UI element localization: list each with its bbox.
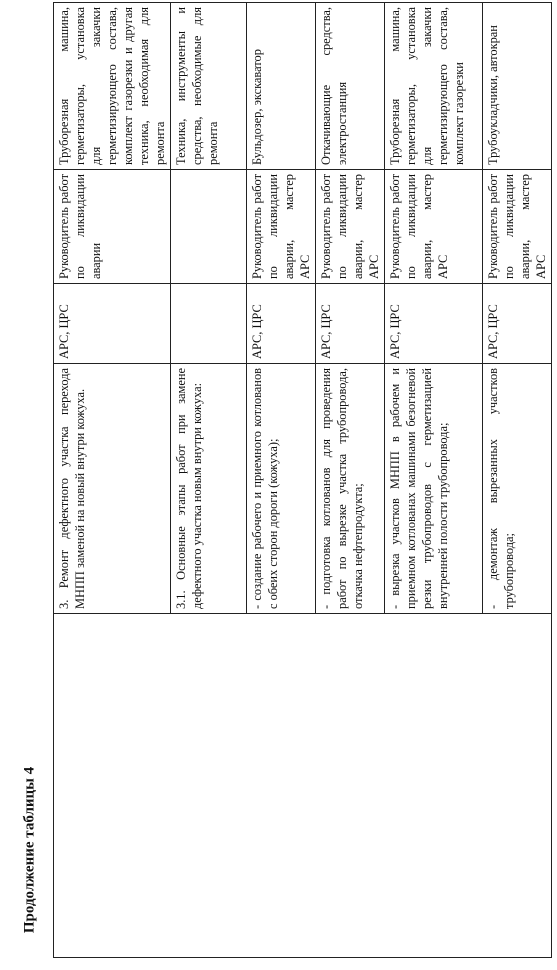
manager-cell: Руководитель работ по ликвидации аварии (54, 170, 171, 284)
manager-cell: Руководитель работ по ликвидации аварии, мастер АРС (247, 170, 316, 284)
equipment-cell: Труборезная машина, герметизаторы, установка для закачки герметизирующего состава, комплект газорезки и другая техника, необходимая для ремонта (54, 3, 171, 170)
manager-cell: Руководитель работ по ликвидации аварии, мастер АРС (385, 170, 483, 284)
performers-cell: АРС, ЦРС (54, 284, 171, 364)
manager-cell: Руководитель работ по ликвидации аварии, мастер АРС (316, 170, 385, 284)
table-row (54, 3, 171, 958)
rotated-table-wrapper (53, 3, 552, 958)
empty-cell (54, 614, 552, 958)
table-caption: Продолжение таблицы 4 (21, 766, 38, 934)
works-table (53, 2, 552, 958)
stage-cell: 3. Ремонт дефектного участка перехода МНПП заменой на новый внутри кожуха. (54, 364, 171, 614)
equipment-cell: Бульдозер, экскаватор (247, 3, 316, 170)
table-caption-area (0, 0, 60, 970)
stage-cell: - вырезка участков МНПП в рабочем и приемном котлованах машинами безогневой резки трубопроводов с герметизацией внутренней полости трубопровода; (385, 364, 483, 614)
stage-cell: - демонтаж вырезанных участков трубопровода; (483, 364, 552, 614)
equipment-cell: Труборезная машина, герметизаторы, установка для закачки герметизирующего состава, комплект газорезки (385, 3, 483, 170)
manager-cell (171, 170, 247, 284)
equipment-cell: Трубоукладчики, автокран (483, 3, 552, 170)
equipment-cell: Техника, инструменты и средства, необходимые для ремонта (171, 3, 247, 170)
stage-cell: 3.1. Основные этапы работ при замене дефектного участка новым внутри кожуха: (171, 364, 247, 614)
manager-cell: Руководитель работ по ликвидации аварии, мастер АРС (483, 170, 552, 284)
performers-cell: АРС, ЦРС (247, 284, 316, 364)
performers-cell: АРС, ЦРС (483, 284, 552, 364)
performers-cell (171, 284, 247, 364)
performers-cell: АРС, ЦРС (316, 284, 385, 364)
stage-cell: - создание рабочего и приемного котлованов с обеих сторон дороги (кожуха); (247, 364, 316, 614)
equipment-cell: Откачивающие средства, электростанция (316, 3, 385, 170)
performers-cell: АРС, ЦРС (385, 284, 483, 364)
stage-cell: - подготовка котлованов для проведения работ по вырезке участка трубопровода, откачка нефтепродукта; (316, 364, 385, 614)
